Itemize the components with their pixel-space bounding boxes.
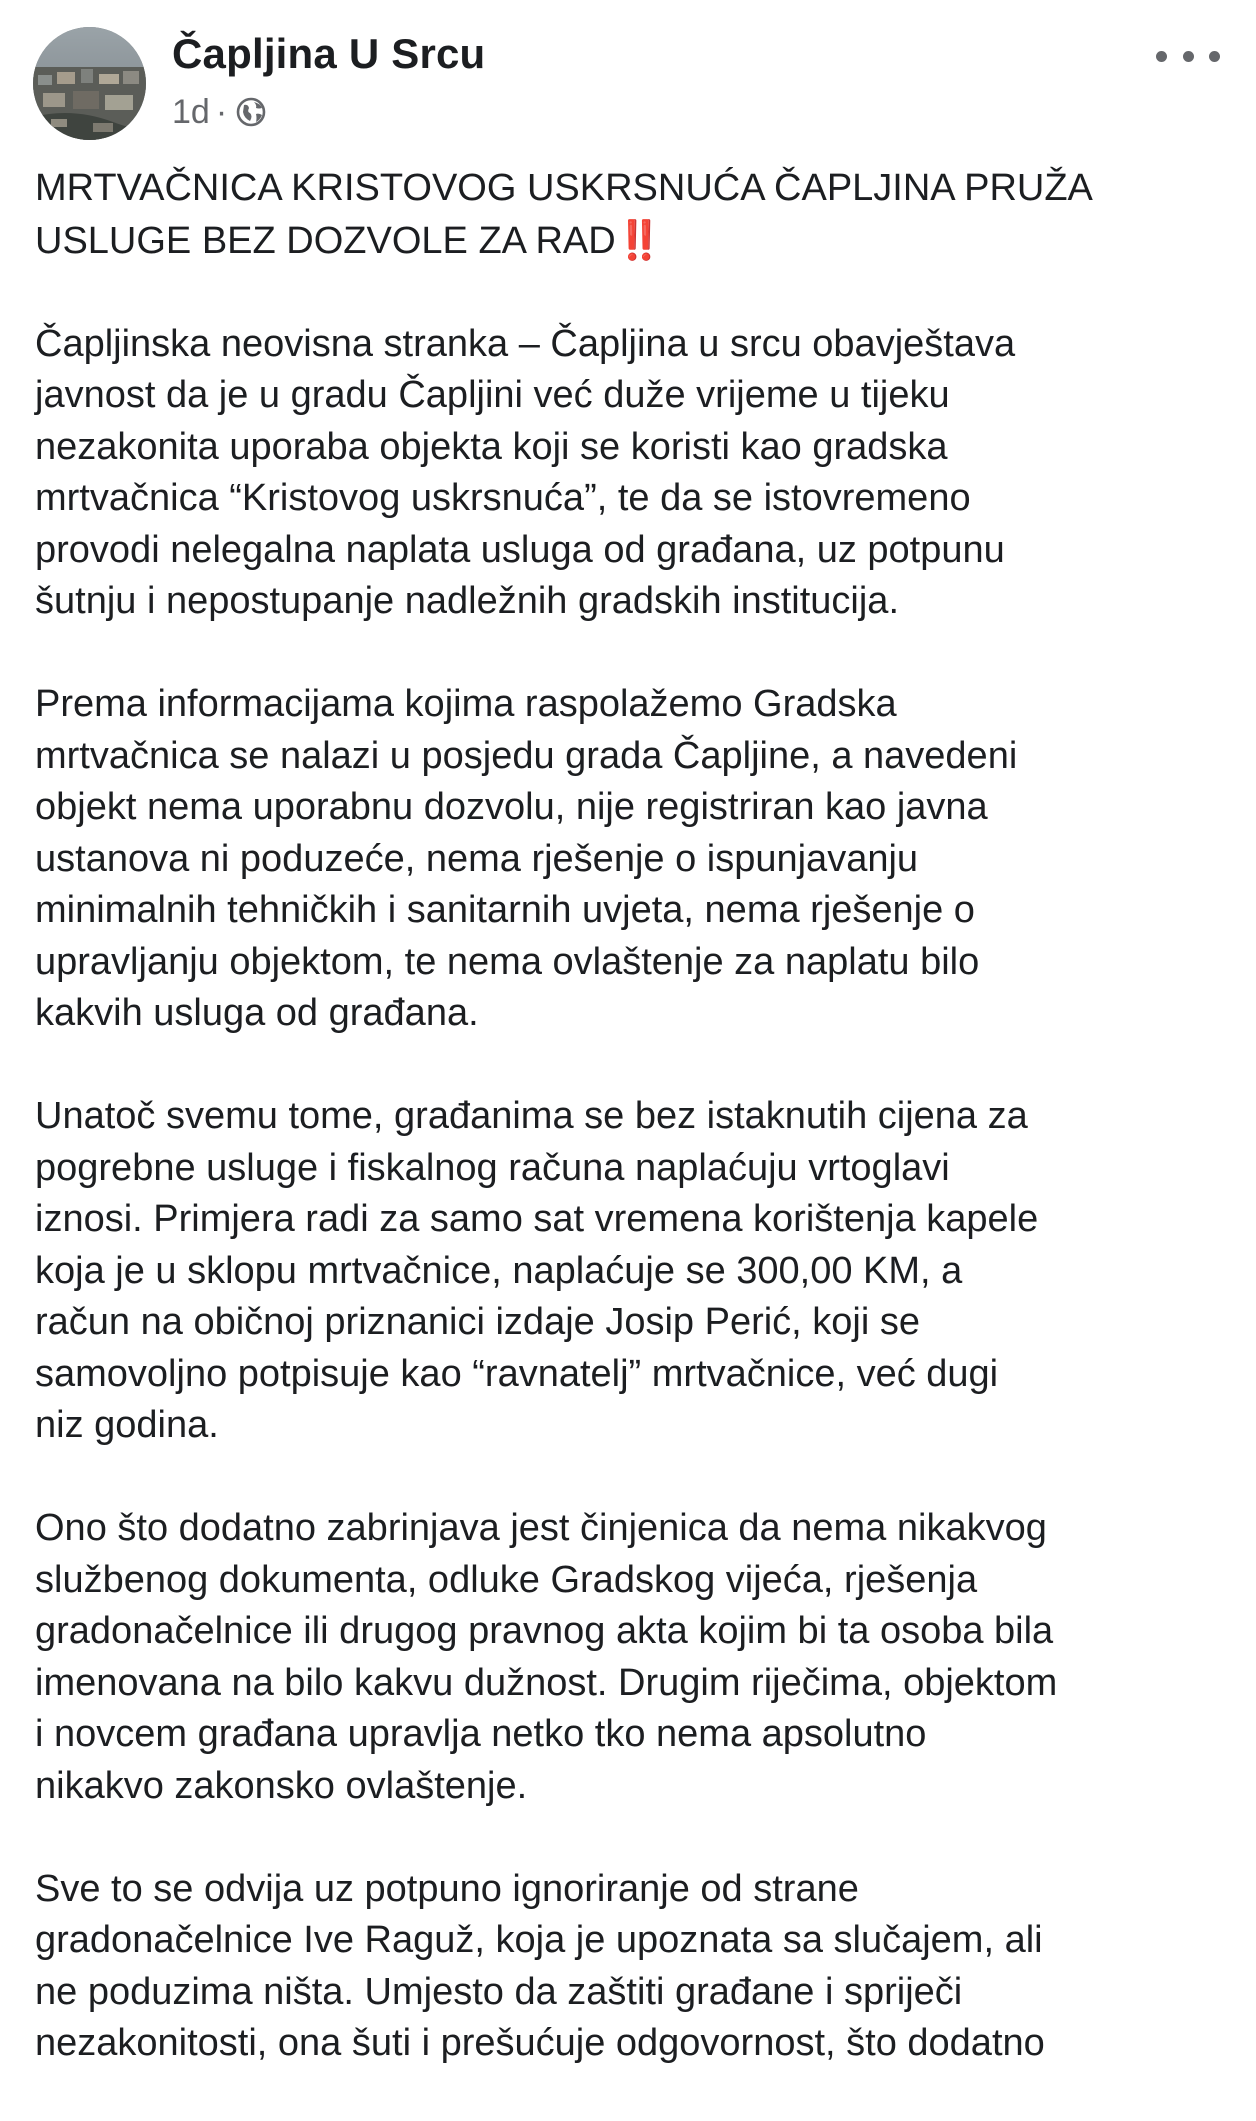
text-line: Sve to se odvija uz potpuno ignoriranje od strane	[35, 1867, 859, 1910]
paragraph-3	[35, 1091, 1225, 1452]
post-meta	[172, 90, 267, 134]
text-line: gradonačelnice ili drugog pravnog akta kojim bi ta osoba bila	[35, 1610, 1054, 1652]
text-line: provodi nelegalna naplata usluga od građana, uz potpunu	[35, 528, 1005, 571]
text-line: mrtvačnica “Kristovog uskrsnuća”, te da se istovremeno	[35, 477, 971, 519]
text-line: koja je u sklopu mrtvačnice, naplaćuje se 300,00 KM, a	[35, 1249, 963, 1292]
text-line: nezakonita uporaba objekta koji se koristi kao gradska	[35, 425, 948, 468]
text-line: gradonačelnice Ive Raguž, koja je upoznata sa slučajem, ali	[35, 1919, 1043, 1961]
text-line: imenovana na bilo kakvu dužnost. Drugim riječima, objektom	[35, 1661, 1058, 1704]
text-line: niz godina.	[35, 1404, 219, 1446]
globe-icon	[235, 96, 267, 128]
text-line: i novcem građana upravlja netko tko nema apsolutno	[35, 1713, 927, 1755]
avatar-photo-icon	[33, 27, 146, 140]
text-line: Unatoč svemu tome, građanima se bez istaknutih cijena za	[35, 1095, 1028, 1137]
headline-line: MRTVAČNICA KRISTOVOG USKRSNUĆA ČAPLJINA PRUŽA	[35, 167, 1093, 209]
double-exclamation-icon: ‼️	[615, 217, 660, 262]
text-line: Prema informacijama kojima raspolažemo Gradska	[35, 683, 897, 725]
text-line: mrtvačnica se nalazi u posjedu grada Čapljine, a navedeni	[35, 734, 1018, 777]
text-line: objekt nema uporabnu dozvolu, nije registriran kao javna	[35, 786, 988, 828]
text-line: iznosi. Primjera radi za samo sat vremena korištenja kapele	[35, 1198, 1039, 1240]
paragraph-5	[35, 1864, 1225, 2070]
text-line: ustanova ni poduzeće, nema rješenje o ispunjavanju	[35, 837, 919, 880]
text-line: minimalnih tehničkih i sanitarnih uvjeta, nema rješenje o	[35, 889, 975, 931]
paragraph-1	[35, 319, 1225, 628]
text-line: šutnju i nepostupanje nadležnih gradskih institucija.	[35, 580, 899, 622]
text-line: kakvih usluga od građana.	[35, 992, 479, 1034]
text-line: Ono što dodatno zabrinjava jest činjenica da nema nikakvog	[35, 1507, 1047, 1549]
text-line: javnost da je u gradu Čapljini već duže vrijeme u tijeku	[35, 374, 950, 416]
text-line: pogrebne usluge i fiskalnog računa naplaćuju vrtoglavi	[35, 1146, 950, 1189]
post-time[interactable]: 1d	[172, 92, 210, 131]
text-line: samovoljno potpisuje kao “ravnatelj” mrtvačnice, već dugi	[35, 1352, 999, 1395]
text-line: službenog dokumenta, odluke Gradskog vijeća, rješenja	[35, 1558, 978, 1601]
more-options-icon	[1156, 51, 1167, 62]
text-line: nezakonitosti, ona šuti i prešućuje odgovornost, što dodatno	[35, 2022, 1045, 2064]
text-line: Čapljinska neovisna stranka – Čapljina u srcu obavještava	[35, 322, 1016, 365]
meta-separator: ·	[215, 92, 228, 131]
post-text	[35, 163, 1225, 2121]
paragraph-2	[35, 679, 1225, 1040]
text-line: ne poduzima ništa. Umjesto da zaštiti građane i spriječi	[35, 1970, 963, 2013]
headline-line: USLUGE BEZ DOZVOLE ZA RAD	[35, 219, 616, 262]
paragraph-4	[35, 1503, 1225, 1812]
text-line: nikakvo zakonsko ovlaštenje.	[35, 1764, 528, 1807]
page-avatar[interactable]	[33, 27, 146, 140]
post-headline	[35, 163, 1225, 267]
text-line: račun na običnoj priznanici izdaje Josip Perić, koji se	[35, 1301, 921, 1343]
text-line: upravljanju objektom, te nema ovlaštenje za naplatu bilo	[35, 940, 980, 983]
more-options-button[interactable]	[1156, 36, 1220, 76]
page-name[interactable]: Čapljina U Srcu	[172, 30, 486, 77]
post-header	[0, 0, 1256, 150]
